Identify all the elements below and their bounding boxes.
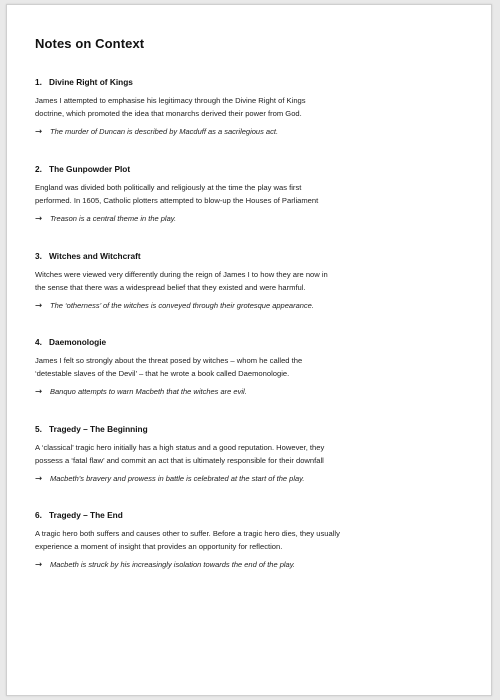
section-heading <box>35 251 465 261</box>
section-heading-text: Daemonologie <box>49 337 107 347</box>
section-point <box>35 125 465 139</box>
section-point-text: The murder of Duncan is described by Macduff as a sacrilegious act. <box>50 127 279 136</box>
section-number: 6. <box>35 510 42 520</box>
section-daemonologie <box>35 337 465 399</box>
section-body <box>35 181 465 207</box>
section-point-text: Macbeth is struck by his increasingly isolation towards the end of the play. <box>50 560 295 569</box>
section-heading <box>35 510 465 520</box>
section-number: 2. <box>35 164 42 174</box>
section-point-text: Treason is a central theme in the play. <box>50 214 177 223</box>
section-point-text: The ‘otherness’ of the witches is conveyed through their grotesque appearance. <box>50 301 314 310</box>
section-body-line: Witches were viewed very differently during the reign of James I to how they are now in <box>35 270 328 279</box>
section-body-line: doctrine, which promoted the idea that monarchs derived their power from God. <box>35 109 302 118</box>
section-witches <box>35 251 465 313</box>
section-number: 4. <box>35 337 42 347</box>
section-heading <box>35 164 465 174</box>
section-tragedy-end <box>35 510 465 572</box>
section-heading-text: Tragedy – The End <box>49 510 123 520</box>
section-heading-text: Witches and Witchcraft <box>49 251 141 261</box>
section-body-line: ‘detestable slaves of the Devil’ – that he wrote a book called Daemonologie. <box>35 369 290 378</box>
arrow-right-icon: → <box>35 214 43 224</box>
section-body <box>35 527 465 553</box>
section-body-line: A tragic hero both suffers and causes other to suffer. Before a tragic hero dies, they usually <box>35 529 340 538</box>
section-tragedy-beginning <box>35 424 465 486</box>
section-body <box>35 354 465 380</box>
section-number: 1. <box>35 77 42 87</box>
document-title: Notes on Context <box>35 36 145 51</box>
section-point <box>35 385 465 399</box>
section-body-line: the sense that there was a widespread belief that they existed and were harmful. <box>35 283 306 292</box>
section-body <box>35 94 465 120</box>
section-body <box>35 441 465 467</box>
section-point <box>35 212 465 226</box>
section-point-text: Macbeth’s bravery and prowess in battle is celebrated at the start of the play. <box>50 474 305 483</box>
section-heading-text: Tragedy – The Beginning <box>49 424 148 434</box>
arrow-right-icon: → <box>35 127 43 137</box>
section-body <box>35 268 465 294</box>
arrow-right-icon: → <box>35 560 43 570</box>
arrow-right-icon: → <box>35 474 43 484</box>
section-body-line: James I felt so strongly about the threat posed by witches – whom he called the <box>35 356 303 365</box>
arrow-right-icon: → <box>35 387 43 397</box>
section-point <box>35 299 465 313</box>
section-divine-right <box>35 77 465 139</box>
section-number: 3. <box>35 251 42 261</box>
section-number: 5. <box>35 424 42 434</box>
section-point <box>35 558 465 572</box>
section-heading <box>35 77 465 87</box>
section-body-line: performed. In 1605, Catholic plotters attempted to blow-up the Houses of Parliament <box>35 196 319 205</box>
section-point-text: Banquo attempts to warn Macbeth that the witches are evil. <box>50 387 247 396</box>
section-gunpowder-plot <box>35 164 465 226</box>
section-heading-text: Divine Right of Kings <box>49 77 133 87</box>
document-page <box>6 4 492 696</box>
section-body-line: James I attempted to emphasise his legitimacy through the Divine Right of Kings <box>35 96 306 105</box>
section-point <box>35 472 465 486</box>
arrow-right-icon: → <box>35 301 43 311</box>
section-body-line: A ‘classical’ tragic hero initially has a high status and a good reputation. However, they <box>35 443 325 452</box>
section-heading-text: The Gunpowder Plot <box>49 164 131 174</box>
section-body-line: England was divided both politically and religiously at the time the play was first <box>35 183 302 192</box>
section-heading <box>35 337 465 347</box>
section-body-line: experience a moment of insight that provides an opportunity for reflection. <box>35 542 283 551</box>
section-heading <box>35 424 465 434</box>
section-body-line: possess a ‘fatal flaw’ and commit an act that is ultimately responsible for their downfall <box>35 456 324 465</box>
